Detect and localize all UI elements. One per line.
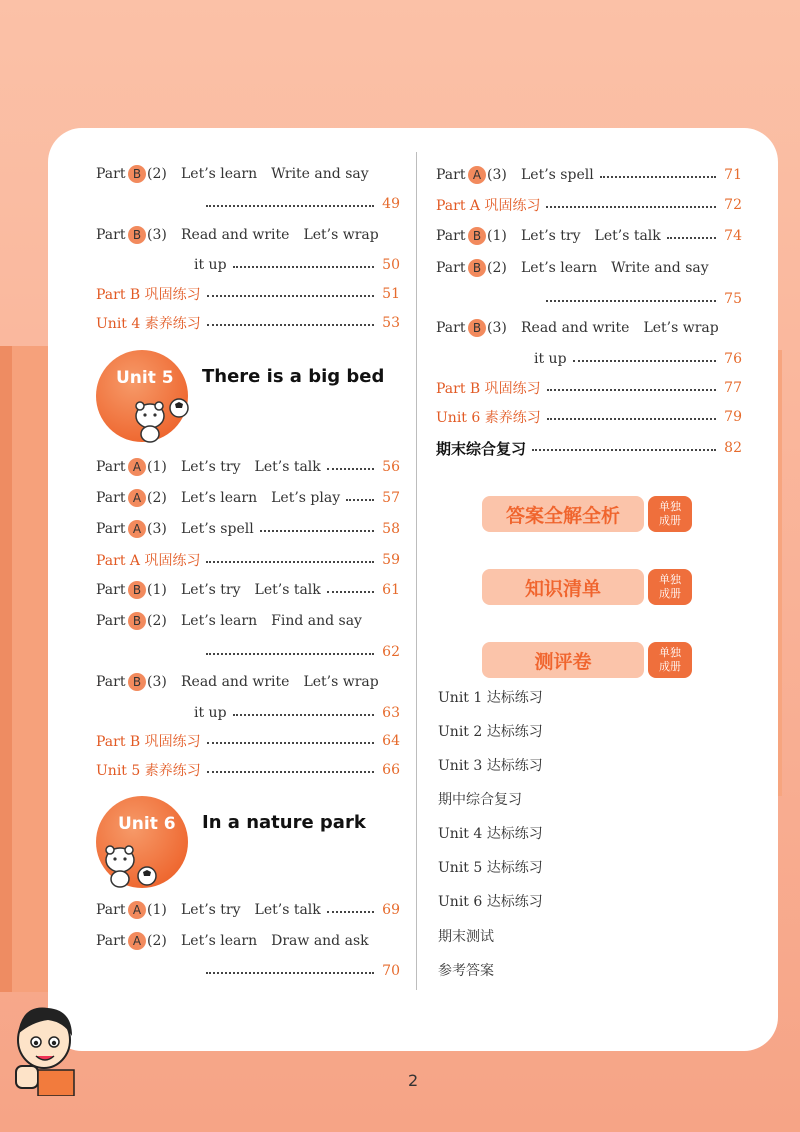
knowledge-tag: 单独 成册 xyxy=(648,569,692,605)
toc-row[interactable]: Unit 5 素养练习 66 xyxy=(96,762,400,779)
test-item[interactable]: 期中综合复习 xyxy=(438,792,522,808)
part-letter-badge: A xyxy=(128,932,146,950)
page-number: 51 xyxy=(382,286,400,302)
toc-row[interactable]: Part B 巩固练习 51 xyxy=(96,286,400,303)
test-item[interactable]: Unit 5 达标练习 xyxy=(438,860,543,876)
leader-dots xyxy=(546,300,716,302)
leader-dots xyxy=(206,972,374,974)
page-number: 70 xyxy=(382,963,400,979)
toc-row[interactable] xyxy=(96,192,400,216)
unit6-title: In a nature park xyxy=(202,812,366,833)
answers-button[interactable]: 答案全解全析 xyxy=(482,496,644,532)
page-number: 71 xyxy=(724,167,742,183)
part-letter-badge: B xyxy=(128,612,146,630)
page-number-footer: 2 xyxy=(408,1071,419,1090)
leader-dots xyxy=(327,911,374,913)
tests-button[interactable]: 测评卷 xyxy=(482,642,644,678)
leader-dots xyxy=(547,389,716,391)
page-number: 64 xyxy=(382,733,400,749)
part-letter-badge: B xyxy=(468,259,486,277)
test-item[interactable]: Unit 3 达标练习 xyxy=(438,758,543,774)
part-letter-badge: B xyxy=(128,581,146,599)
toc-row[interactable]: Part B (3) Read and write Let’s wrap xyxy=(96,674,379,690)
test-item[interactable]: 期末测试 xyxy=(438,929,494,945)
toc-row[interactable]: Part A (2) Let’s learn Draw and ask xyxy=(96,933,369,949)
part-letter-badge: B xyxy=(128,165,146,183)
toc-row[interactable]: Part B (2) Let’s learn Find and say xyxy=(96,613,362,629)
leader-dots xyxy=(207,742,374,744)
toc-row[interactable] xyxy=(436,287,742,311)
part-letter-badge: B xyxy=(128,673,146,691)
bear-mascot-icon xyxy=(96,838,162,890)
toc-row[interactable]: Part A (3) Let’s spell 58 xyxy=(96,521,400,537)
leader-dots xyxy=(207,771,374,773)
toc-row[interactable]: Unit 4 素养练习 53 xyxy=(96,315,400,332)
leader-dots xyxy=(600,176,716,178)
page-number: 74 xyxy=(724,228,742,244)
test-item[interactable]: Unit 1 达标练习 xyxy=(438,690,543,706)
page-number: 62 xyxy=(382,644,400,660)
page-number: 50 xyxy=(382,257,400,273)
leader-dots xyxy=(667,237,716,239)
toc-row[interactable]: Part B (3) Read and write Let’s wrap xyxy=(436,320,719,336)
left-edge-shadow xyxy=(0,346,12,992)
test-item[interactable]: Unit 6 达标练习 xyxy=(438,894,543,910)
page-number: 49 xyxy=(382,196,400,212)
page-number: 82 xyxy=(724,440,742,456)
toc-row[interactable]: it up 63 xyxy=(194,705,400,721)
leader-dots xyxy=(546,206,716,208)
leader-dots xyxy=(573,360,716,362)
part-letter-badge: A xyxy=(128,520,146,538)
unit5-title: There is a big bed xyxy=(202,366,385,387)
part-letter-badge: A xyxy=(128,901,146,919)
leader-dots xyxy=(327,591,374,593)
toc-row[interactable]: Part B (3) Read and write Let’s wrap xyxy=(96,227,379,243)
toc-row[interactable]: Part B (1) Let’s try Let’s talk 74 xyxy=(436,228,742,244)
toc-row[interactable]: Part B (2) Let’s learn Write and say xyxy=(96,166,369,182)
toc-row[interactable]: Part A 巩固练习 59 xyxy=(96,552,400,569)
page-number: 56 xyxy=(382,459,400,475)
test-item[interactable]: 参考答案 xyxy=(438,963,494,979)
page-number: 69 xyxy=(382,902,400,918)
test-item[interactable]: Unit 2 达标练习 xyxy=(438,724,543,740)
toc-row[interactable] xyxy=(96,640,400,664)
part-letter-badge: A xyxy=(128,489,146,507)
column-divider xyxy=(416,152,417,990)
page-number: 59 xyxy=(382,552,400,568)
leader-dots xyxy=(233,714,374,716)
toc-row[interactable]: it up 76 xyxy=(534,351,742,367)
toc-row[interactable]: Part B (1) Let’s try Let’s talk 61 xyxy=(96,582,400,598)
page-number: 76 xyxy=(724,351,742,367)
page-number: 75 xyxy=(724,291,742,307)
toc-row[interactable]: it up 50 xyxy=(194,257,400,273)
unit5-label: Unit 5 xyxy=(116,368,174,388)
page-number: 63 xyxy=(382,705,400,721)
leader-dots xyxy=(206,561,374,563)
leader-dots xyxy=(547,418,716,420)
toc-row[interactable]: Part A 巩固练习 72 xyxy=(436,197,742,214)
page-number: 72 xyxy=(724,197,742,213)
toc-row[interactable]: Part A (1) Let’s try Let’s talk 69 xyxy=(96,902,400,918)
leader-dots xyxy=(327,468,374,470)
page-number: 66 xyxy=(382,762,400,778)
bear-mascot-icon xyxy=(128,394,194,444)
leader-dots xyxy=(233,266,374,268)
part-letter-badge: B xyxy=(468,227,486,245)
leader-dots xyxy=(532,449,716,451)
toc-row[interactable]: Part A (3) Let’s spell 71 xyxy=(436,167,742,183)
unit6-label: Unit 6 xyxy=(118,814,176,834)
part-letter-badge: A xyxy=(128,458,146,476)
answers-tag: 单独 成册 xyxy=(648,496,692,532)
part-letter-badge: B xyxy=(468,319,486,337)
page-number: 53 xyxy=(382,315,400,331)
tests-tag: 单独 成册 xyxy=(648,642,692,678)
knowledge-list-button[interactable]: 知识清单 xyxy=(482,569,644,605)
page-number: 79 xyxy=(724,409,742,425)
toc-row[interactable] xyxy=(96,959,400,983)
page-number: 61 xyxy=(382,582,400,598)
toc-row[interactable]: Part B (2) Let’s learn Write and say xyxy=(436,260,709,276)
toc-row[interactable]: Part A (2) Let’s learn Let’s play 57 xyxy=(96,490,400,506)
page-number: 77 xyxy=(724,380,742,396)
toc-row[interactable]: Part B 巩固练习 64 xyxy=(96,733,400,750)
part-letter-badge: B xyxy=(128,226,146,244)
page-number: 57 xyxy=(382,490,400,506)
leader-dots xyxy=(206,205,374,207)
leader-dots xyxy=(207,324,374,326)
part-letter-badge: A xyxy=(468,166,486,184)
toc-row[interactable]: Unit 6 素养练习 79 xyxy=(436,409,742,426)
boy-thumbs-up-icon xyxy=(8,1000,80,1096)
leader-dots xyxy=(260,530,374,532)
test-item[interactable]: Unit 4 达标练习 xyxy=(438,826,543,842)
toc-row[interactable]: Part A (1) Let’s try Let’s talk 56 xyxy=(96,459,400,475)
leader-dots xyxy=(207,295,374,297)
leader-dots xyxy=(346,499,374,501)
page-number: 58 xyxy=(382,521,400,537)
toc-row[interactable]: Part B 巩固练习 77 xyxy=(436,380,742,397)
leader-dots xyxy=(206,653,374,655)
toc-row[interactable]: 期末综合复习 82 xyxy=(436,439,742,458)
